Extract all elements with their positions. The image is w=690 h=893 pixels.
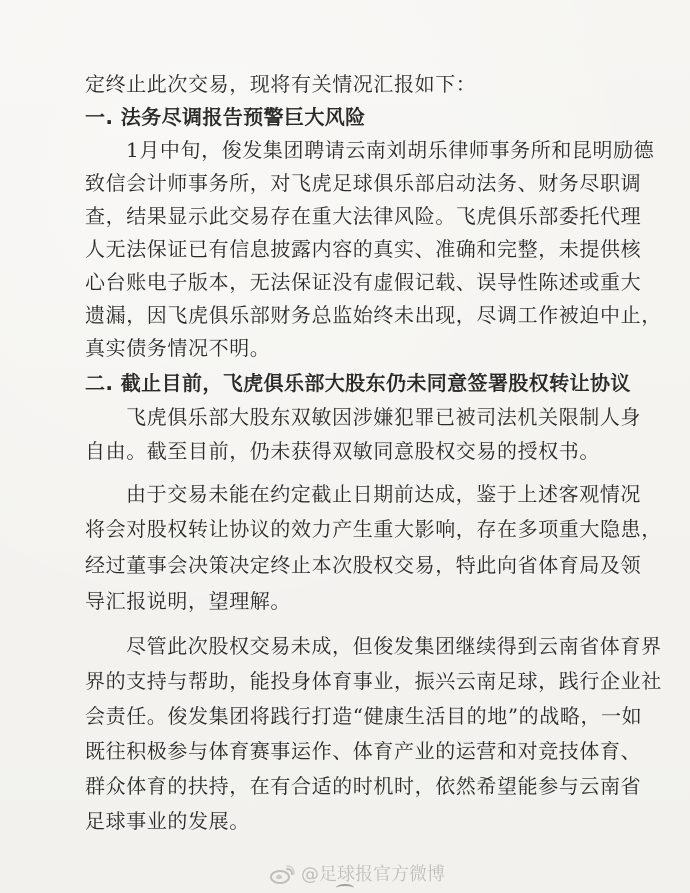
text-line-9: 真实债务情况不明。 bbox=[85, 336, 271, 360]
text-line-19: 会责任。俊发集团将践行打造“健康生活目的地”的战略，一如 bbox=[85, 704, 643, 728]
text-line-11: 飞虎俱乐部大股东双敏因涉嫌犯罪已被司法机关限制人身 bbox=[126, 405, 641, 429]
text-line-12: 自由。截至目前，仍未获得双敏同意股权交易的授权书。 bbox=[85, 439, 600, 463]
text-line-22: 足球事业的发展。 bbox=[85, 809, 250, 833]
text-line-1: 定终止此次交易，现将有关情况汇报如下： bbox=[85, 72, 477, 96]
text-line-20: 既往积极参与体育赛事运作、体育产业的运营和对竞技体育、 bbox=[85, 739, 642, 763]
text-line-16: 导汇报说明，望理解。 bbox=[85, 589, 291, 613]
section-heading-1: 一. 法务尽调报告预警巨大风险 bbox=[85, 105, 366, 129]
page-curl-mark bbox=[336, 884, 354, 892]
section-heading-2: 二. 截止目前，飞虎俱乐部大股东仍未同意签署股权转让协议 bbox=[85, 371, 631, 395]
text-line-17: 尽管此次股权交易未成，但俊发集团继续得到云南省体育界 bbox=[126, 634, 662, 658]
text-line-4: 致信会计师事务所，对飞虎足球俱乐部启动法务、财务尽职调 bbox=[85, 171, 642, 195]
watermark-text: @足球报官方微博 bbox=[301, 864, 445, 885]
text-line-3: 1月中旬，俊发集团聘请云南刘胡乐律师事务所和昆明励德 bbox=[126, 138, 655, 162]
text-line-5: 查，结果显示此交易存在重大法律风险。飞虎俱乐部委托代理 bbox=[85, 204, 642, 228]
text-line-15: 经过董事会决策决定终止本次股权交易，特此向省体育局及领 bbox=[85, 553, 642, 577]
text-line-21: 群众体育的扶持，在有合适的时机时，依然希望能参与云南省 bbox=[85, 774, 642, 798]
text-line-7: 心台账电子版本，无法保证没有虚假记载、误导性陈述或重大 bbox=[85, 270, 642, 294]
text-line-13: 由于交易未能在约定截止日期前达成，鉴于上述客观情况 bbox=[126, 482, 641, 506]
text-line-18: 界的支持与帮助，能投身体育事业，振兴云南足球，践行企业社 bbox=[85, 669, 662, 693]
watermark bbox=[269, 861, 445, 889]
text-line-8: 遗漏，因飞虎俱乐部财务总监始终未出现，尽调工作被迫中止， bbox=[85, 303, 662, 327]
text-line-14: 将会对股权转让协议的效力产生重大影响，存在多项重大隐患， bbox=[85, 517, 662, 541]
text-line-6: 人无法保证已有信息披露内容的真实、准确和完整，未提供核 bbox=[85, 237, 642, 261]
weibo-icon bbox=[269, 865, 295, 885]
